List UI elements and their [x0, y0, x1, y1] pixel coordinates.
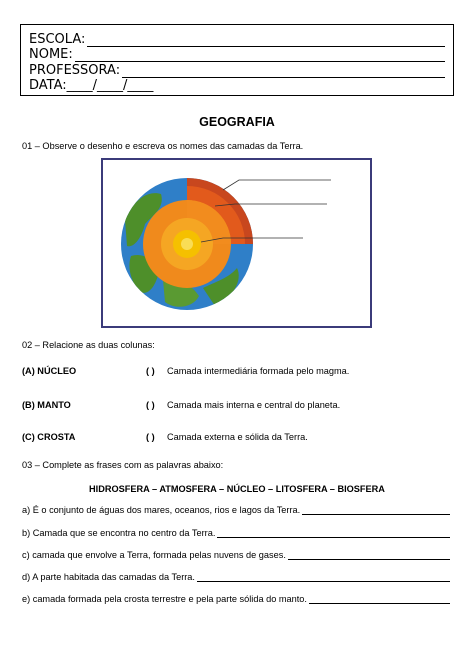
answer-blank-e[interactable]: [309, 595, 450, 604]
sentence-a: [22, 505, 450, 515]
answer-blank-c[interactable]: [288, 551, 450, 560]
relation-right-c: Camada externa e sólida da Terra.: [167, 432, 308, 442]
sentence-b-text: b) Camada que se encontra no centro da Terra.: [22, 528, 216, 538]
answer-blank-a[interactable]: [302, 506, 450, 515]
earth-layers-icon: [103, 160, 370, 326]
page-title: GEOGRAFIA: [199, 115, 275, 129]
question-3: 03 – Complete as frases com as palavras abaixo:: [22, 460, 224, 470]
name-label: NOME:: [29, 47, 73, 62]
date-label[interactable]: DATA:____/____/____: [29, 78, 154, 93]
earth-layers-figure: [101, 158, 372, 328]
sentence-d: [22, 572, 450, 582]
relation-blank-c[interactable]: ( ): [146, 432, 155, 442]
sentence-c-text: c) camada que envolve a Terra, formada pelas nuvens de gases.: [22, 550, 286, 560]
relation-right-b: Camada mais interna e central do planeta.: [167, 400, 341, 410]
teacher-line: [29, 62, 445, 78]
sentence-e: [22, 594, 450, 604]
sentence-d-text: d) A parte habitada das camadas da Terra.: [22, 572, 195, 582]
question-1: 01 – Observe o desenho e escreva os nomes das camadas da Terra.: [22, 141, 304, 151]
relation-left-a: (A) NÚCLEO: [22, 366, 77, 376]
sentence-c: [22, 550, 450, 560]
name-field[interactable]: [75, 51, 445, 62]
school-field[interactable]: [87, 36, 445, 47]
relation-left-b: (B) MANTO: [22, 400, 71, 410]
word-bank: HIDROSFERA – ATMOSFERA – NÚCLEO – LITOSFERA – BIOSFERA: [89, 484, 385, 494]
sentence-a-text: a) É o conjunto de águas dos mares, oceanos, rios e lagos da Terra.: [22, 505, 301, 515]
relation-blank-a[interactable]: ( ): [146, 366, 155, 376]
sentence-e-text: e) camada formada pela crosta terrestre e pela parte sólida do manto.: [22, 594, 307, 604]
date-line: [29, 78, 445, 94]
teacher-field[interactable]: [122, 67, 445, 78]
question-2: [22, 340, 155, 350]
answer-blank-b[interactable]: [217, 529, 450, 538]
header-box: [20, 24, 454, 96]
school-line: [29, 31, 445, 47]
teacher-label: PROFESSORA:: [29, 62, 121, 78]
sentence-b: [22, 528, 450, 538]
name-line: [29, 47, 445, 63]
relation-right-a: Camada intermediária formada pelo magma.: [167, 366, 350, 376]
answer-blank-d[interactable]: [197, 573, 450, 582]
school-label: ESCOLA:: [29, 31, 86, 47]
relation-blank-b[interactable]: ( ): [146, 400, 155, 410]
relation-left-c: (C) CROSTA: [22, 432, 76, 442]
label-line-1: [223, 180, 331, 190]
question-2-text: 02 – Relacione as duas colunas:: [22, 340, 155, 350]
